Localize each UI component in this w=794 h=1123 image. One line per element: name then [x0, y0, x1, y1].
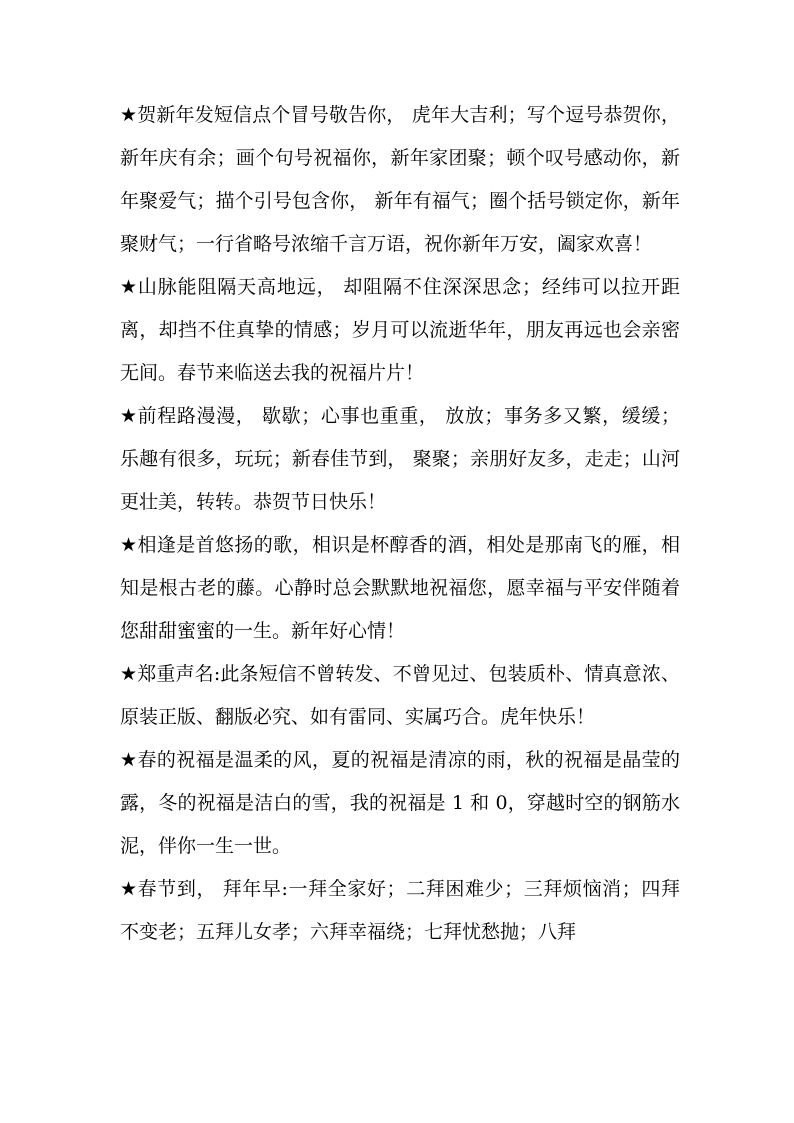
star-icon: ★: [120, 104, 138, 126]
star-icon: ★: [120, 663, 138, 685]
paragraph-text: 前程路漫漫， 歇歇；心事也重重， 放放；事务多又繁，缓缓；乐趣有很多，玩玩；新春佳节到， 聚聚；亲朋好友多，走走；山河更壮美，转转。恭贺节日快乐！: [120, 405, 680, 513]
star-icon: ★: [120, 534, 138, 556]
star-icon: ★: [120, 405, 138, 427]
paragraph: [120, 395, 680, 524]
paragraph-text: 山脉能阻隔天高地远， 却阻隔不住深深思念；经纬可以拉开距离，却挡不住真挚的情感；岁月可以流逝华年，朋友再远也会亲密无间。春节来临送去我的祝福片片！: [120, 276, 680, 384]
star-icon: ★: [120, 878, 138, 900]
paragraph-text: 贺新年发短信点个冒号敬告你， 虎年大吉利；写个逗号恭贺你，新年庆有余；画个句号祝福你，新年家团聚；顿个叹号感动你，新年聚爱气；描个引号包含你， 新年有福气；圈个括号锁定你，新年聚财气；一行省略号浓缩千言万语，祝你新年万安，阖家欢喜！: [120, 104, 680, 255]
paragraph: [120, 524, 680, 653]
paragraph: [120, 653, 680, 739]
paragraph-text: 相逢是首悠扬的歌，相识是杯醇香的酒，相处是那南飞的雁，相知是根古老的藤。心静时总会默默地祝福您，愿幸福与平安伴随着您甜甜蜜蜜的一生。新年好心情！: [120, 534, 680, 642]
paragraph: [120, 868, 680, 954]
document-body: [120, 94, 680, 954]
paragraph-text: 春节到， 拜年早:一拜全家好；二拜困难少；三拜烦恼消；四拜不变老；五拜儿女孝；六拜幸福绕；七拜忧愁抛；八拜: [120, 878, 680, 943]
star-icon: ★: [120, 276, 138, 298]
paragraph-text: 春的祝福是温柔的风，夏的祝福是清凉的雨，秋的祝福是晶莹的露，冬的祝福是洁白的雪，我的祝福是 1 和 0，穿越时空的钢筋水泥，伴你一生一世。: [120, 749, 680, 857]
paragraph: [120, 94, 680, 266]
star-icon: ★: [120, 749, 138, 771]
paragraph-text: 郑重声名:此条短信不曾转发、不曾见过、包装质朴、情真意浓、原装正版、翻版必究、如有雷同、实属巧合。虎年快乐！: [120, 663, 680, 728]
paragraph: [120, 739, 680, 868]
paragraph: [120, 266, 680, 395]
